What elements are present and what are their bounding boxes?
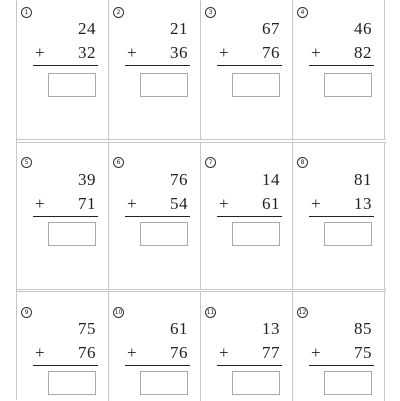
plus-operator: + <box>311 43 321 62</box>
problem-cell <box>109 292 201 401</box>
sum-rule-line <box>125 65 190 66</box>
problem-cell <box>201 143 293 289</box>
answer-box[interactable] <box>232 222 280 246</box>
problem-number-badge: 10 <box>114 309 123 316</box>
problem-cell <box>293 0 385 139</box>
plus-operator: + <box>127 43 137 62</box>
second-addend: 75 <box>354 343 372 362</box>
problem-number-badge: 9 <box>21 307 32 318</box>
answer-box[interactable] <box>140 222 188 246</box>
sum-rule-line <box>309 216 374 217</box>
sum-rule-line <box>217 365 282 366</box>
problem-cell <box>109 143 201 289</box>
addition-worksheet <box>16 0 386 400</box>
sum-rule-line <box>217 216 282 217</box>
answer-box[interactable] <box>324 371 372 395</box>
second-addend: 54 <box>170 194 188 213</box>
problem-row-2 <box>17 142 386 290</box>
first-addend: 39 <box>78 170 96 189</box>
first-addend: 13 <box>262 319 280 338</box>
problem-cell <box>109 0 201 139</box>
plus-operator: + <box>35 194 45 213</box>
problem-number-badge: 8 <box>297 157 308 168</box>
answer-box[interactable] <box>232 371 280 395</box>
problem-number-badge: 11 <box>206 309 215 316</box>
answer-box[interactable] <box>48 222 96 246</box>
answer-box[interactable] <box>324 222 372 246</box>
answer-box[interactable] <box>48 73 96 97</box>
sum-rule-line <box>125 365 190 366</box>
second-addend: 71 <box>78 194 96 213</box>
first-addend: 24 <box>78 19 96 38</box>
sum-rule-line <box>33 65 98 66</box>
plus-operator: + <box>35 43 45 62</box>
problem-cell <box>293 292 385 401</box>
first-addend: 75 <box>78 319 96 338</box>
plus-operator: + <box>219 43 229 62</box>
plus-operator: + <box>311 343 321 362</box>
plus-operator: + <box>35 343 45 362</box>
sum-rule-line <box>33 365 98 366</box>
answer-box[interactable] <box>48 371 96 395</box>
problem-number-badge: 7 <box>205 157 216 168</box>
second-addend: 77 <box>262 343 280 362</box>
second-addend: 36 <box>170 43 188 62</box>
problem-number-badge: 4 <box>297 7 308 18</box>
sum-rule-line <box>33 216 98 217</box>
plus-operator: + <box>219 343 229 362</box>
answer-box[interactable] <box>140 73 188 97</box>
problem-cell <box>201 0 293 139</box>
plus-operator: + <box>311 194 321 213</box>
second-addend: 82 <box>354 43 372 62</box>
problem-number-badge: 2 <box>113 7 124 18</box>
sum-rule-line <box>217 65 282 66</box>
first-addend: 61 <box>170 319 188 338</box>
first-addend: 76 <box>170 170 188 189</box>
plus-operator: + <box>127 343 137 362</box>
problem-cell <box>293 143 385 289</box>
second-addend: 76 <box>78 343 96 362</box>
problem-number-badge: 6 <box>113 157 124 168</box>
second-addend: 76 <box>262 43 280 62</box>
problem-row-3 <box>17 291 386 401</box>
sum-rule-line <box>309 365 374 366</box>
problem-number-badge: 1 <box>21 7 32 18</box>
second-addend: 61 <box>262 194 280 213</box>
sum-rule-line <box>309 65 374 66</box>
answer-box[interactable] <box>140 371 188 395</box>
answer-box[interactable] <box>324 73 372 97</box>
plus-operator: + <box>219 194 229 213</box>
second-addend: 76 <box>170 343 188 362</box>
first-addend: 46 <box>354 19 372 38</box>
problem-cell <box>201 292 293 401</box>
problem-number-badge: 3 <box>205 7 216 18</box>
first-addend: 14 <box>262 170 280 189</box>
plus-operator: + <box>127 194 137 213</box>
answer-box[interactable] <box>232 73 280 97</box>
second-addend: 13 <box>354 194 372 213</box>
problem-number-badge: 5 <box>21 157 32 168</box>
sum-rule-line <box>125 216 190 217</box>
first-addend: 21 <box>170 19 188 38</box>
problem-cell <box>17 0 109 139</box>
first-addend: 81 <box>354 170 372 189</box>
second-addend: 32 <box>78 43 96 62</box>
problem-cell <box>17 143 109 289</box>
first-addend: 67 <box>262 19 280 38</box>
problem-number-badge: 12 <box>298 309 307 316</box>
problem-cell <box>17 292 109 401</box>
problem-row-1 <box>17 0 386 140</box>
first-addend: 85 <box>354 319 372 338</box>
